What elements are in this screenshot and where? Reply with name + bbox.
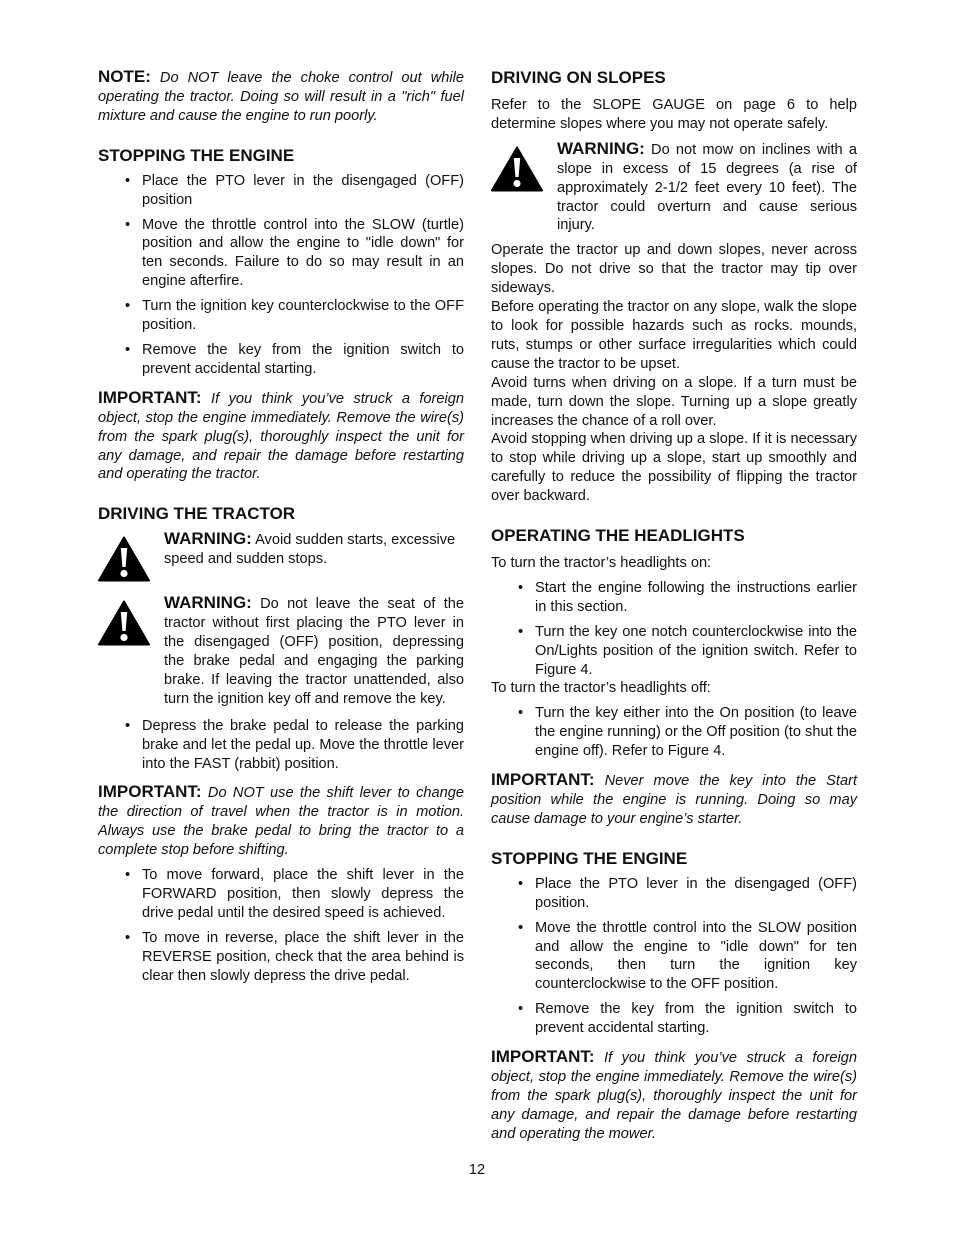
driving-slopes-heading: DRIVING ON SLOPES [491, 68, 666, 87]
warning-triangle-icon [491, 146, 543, 192]
headlights-heading: OPERATING THE HEADLIGHTS [491, 526, 745, 546]
headlights-on-list [491, 579, 857, 680]
stopping-engine-heading: STOPPING THE ENGINE [491, 848, 688, 868]
warning-paragraph [557, 140, 857, 236]
stopping-engine-list [98, 172, 464, 379]
note-paragraph [98, 68, 464, 126]
list-item: • Remove the key from the ignition switch to prevent accidental starting. [491, 1000, 857, 1038]
page-number: 12 [468, 1162, 486, 1178]
driving-tractor-heading: DRIVING THE TRACTOR [98, 504, 296, 524]
important-text: Do NOT use the shift lever to change the direction of travel when the tractor is in motion. Always use the brake pedal to bring the tractor to a complete stop before shifting. [98, 785, 464, 859]
warning-text: Do not mow on inclines with a slope in excess of 15 degrees (a rise of approximately 2-1/2 feet every 10 feet). The tractor could overturn and cause serious injury. [557, 141, 857, 234]
warning-triangle-icon [98, 536, 150, 582]
warning-block [98, 594, 464, 708]
headlights-important-paragraph [491, 771, 857, 829]
driving-important-paragraph [98, 783, 464, 860]
warning-label: WARNING: [164, 529, 252, 549]
warning-paragraph [164, 594, 464, 708]
slopes-paragraph: Avoid stopping when driving up a slope. If it is necessary to stop while driving up a slope, start up smoothly and carefully to reduce the possibility of flipping the tractor over backward. [491, 431, 857, 505]
warning-label: WARNING: [164, 593, 252, 613]
warning-block [491, 140, 857, 236]
stopping-engine-heading: STOPPING THE ENGINE [98, 145, 295, 165]
list-item: • Depress the brake pedal to release the parking brake and let the pedal up. Move the throttle lever into the FAST (rabbit) position. [98, 717, 464, 774]
important-label: IMPORTANT: [98, 782, 202, 802]
list-item: • Place the PTO lever in the disengaged (OFF) position. [491, 875, 857, 913]
note-label: NOTE: [98, 67, 151, 86]
important-label: IMPORTANT: [491, 1047, 595, 1067]
headlights-off-intro: To turn the tractor’s headlights off: [491, 680, 711, 697]
warning-triangle-icon [98, 600, 150, 646]
list-item: • Turn the key one notch counterclockwise into the On/Lights position of the ignition switch. Refer to Figure 4. [491, 623, 857, 680]
list-item: • To move forward, place the shift lever in the FORWARD position, then slowly depress the drive pedal until the desired speed is achieved. [98, 866, 464, 923]
important-text: If you think you’ve struck a foreign object, stop the engine immediately. Remove the wire(s) from the spark plug(s), thoroughly inspect the unit for any damage, and repair the damage before restarting and operating the mower. [491, 1050, 857, 1142]
important-text: If you think you’ve struck a foreign object, stop the engine immediately. Remove the wire(s) from the spark plug(s), thoroughly inspect the unit for any damage, and repair the damage before restarting and operating the tractor. [98, 390, 464, 483]
warning-text: Avoid sudden starts, excessive speed and sudden stops. [164, 532, 456, 568]
important-text: Never move the key into the Start position while the engine is running. Doing so may cause damage to your engine’s starter. [491, 773, 857, 827]
slopes-paragraph: Before operating the tractor on any slope, walk the slope to look for possible hazards such as rocks. mounds, ruts, stumps or other surface irregularities which could cause the tractor to be upset. [491, 299, 857, 372]
note-text: Do NOT leave the choke control out while operating the tractor. Doing so will result in a "rich" fuel mixture and cause the engine to run poorly. [98, 70, 464, 124]
headlights-off-list [491, 704, 857, 761]
important-label: IMPORTANT: [491, 770, 595, 790]
important-label: IMPORTANT: [98, 387, 202, 407]
slopes-intro: Refer to the SLOPE GAUGE on page 6 to help determine slopes where you may not operate safely. [491, 97, 857, 132]
list-item: • Turn the ignition key counterclockwise to the OFF position. [98, 297, 464, 335]
list-item: • Start the engine following the instructions earlier in this section. [491, 579, 857, 617]
warning-label: WARNING: [557, 138, 645, 158]
list-item: • Place the PTO lever in the disengaged (OFF) position [98, 172, 464, 210]
left-column [98, 68, 464, 992]
driving-list [98, 717, 464, 774]
driving-shift-list [98, 866, 464, 985]
list-item: • To move in reverse, place the shift lever in the REVERSE position, check that the area behind is clear then slowly depress the drive pedal. [98, 929, 464, 986]
warning-block [98, 530, 464, 582]
warning-text: Do not leave the seat of the tractor without first placing the PTO lever in the disengaged (OFF) position, depressing the brake pedal and engaging the parking brake. If leaving the tractor unattended, also turn the ignition key off and remove the key. [164, 596, 464, 707]
slopes-paragraph: Avoid turns when driving on a slope. If a turn must be made, turn down the slope. Turning up a slope greatly increases the chance of a roll over. [491, 374, 857, 429]
right-column [491, 68, 857, 1144]
list-item: • Move the throttle control into the SLOW position and allow the engine to "idle down" for ten seconds, then turn the ignition key counterclockwise to the OFF position. [491, 919, 857, 995]
list-item: • Turn the key either into the On position (to leave the engine running) or the Off position (to shut the engine off). Refer to Figure 4. [491, 704, 857, 761]
list-item: • Remove the key from the ignition switch to prevent accidental starting. [98, 341, 464, 379]
list-item: • Move the throttle control into the SLOW (turtle) position and allow the engine to "idle down" for ten seconds. Failure to do so may result in an engine afterfire. [98, 216, 464, 292]
headlights-on-intro: To turn the tractor’s headlights on: [491, 555, 712, 572]
slopes-paragraph: Operate the tractor up and down slopes, never across slopes. Do not drive so that the tractor may tip over sideways. [491, 242, 857, 297]
stopping-important-paragraph [98, 389, 464, 485]
stopping-engine-list [491, 875, 857, 1038]
stopping-important-paragraph [491, 1048, 857, 1144]
warning-paragraph [164, 530, 464, 569]
